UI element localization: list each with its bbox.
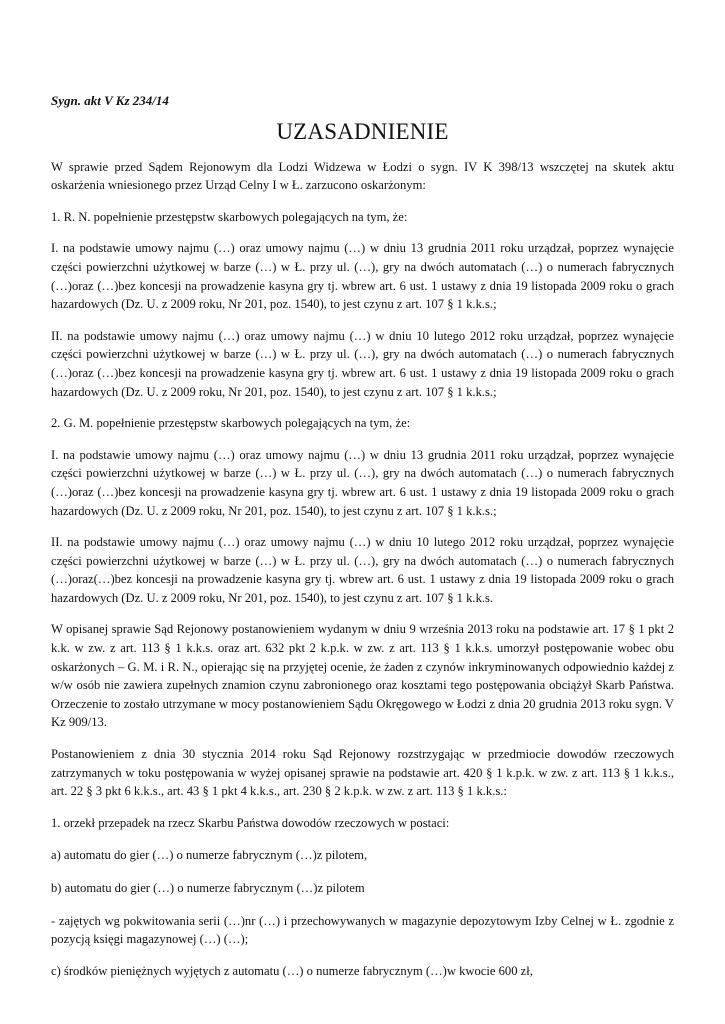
defendant-2-charge-2: II. na podstawie umowy najmu (…) oraz umowy najmu (…) w dniu 10 lutego 2012 roku urządzał, poprzez wynajęcie części powierzchni użytkowej w barze (…) w Ł. przy ul. (…), gry na dwóch automatach (…) o numerach fabrycznych (…)oraz(…)bez koncesji na prowadzenie kasyna gry tj. wbrew art. 6 ust. 1 ustawy z dnia 19 listopada 2009 roku o grach hazardowych (Dz. U. z 2009 roku, Nr 201, poz. 1540), to jest czynu z art. 107 § 1 k.k.s. xyxy=(51,535,674,605)
defendant-1-heading: 1. R. N. popełnienie przestępstw skarbowych polegających na tym, że: xyxy=(51,209,408,224)
defendant-2-charge-1: I. na podstawie umowy najmu (…) oraz umowy najmu (…) w dniu 13 grudnia 2011 roku urządzał, poprzez wynajęcie części powierzchni użytkowej w barze (…) w Ł. przy ul. (…), gry na dwóch automatach (…) o numerach fabrycznych (…)oraz (…)bez koncesji na prowadzenie kasyna gry tj. wbrew art. 6 ust. 1 ustawy z dnia 19 listopada 2009 roku o grach hazardowych (Dz. U. z 2009 roku, Nr 201, poz. 1540), to jest czynu z art. 107 § 1 k.k.s.; xyxy=(51,447,674,518)
forfeiture-item-a: a) automatu do gier (…) o numerze fabrycznym (…)z pilotem, xyxy=(51,848,368,863)
defendant-1-charge-2: II. na podstawie umowy najmu (…) oraz umowy najmu (…) w dniu 10 lutego 2012 roku urządzał, poprzez wynajęcie części powierzchni użytkowej w barze (…) w Ł. przy ul. (…), gry na dwóch automatach (…) o numerach fabrycznych (…)oraz (…)bez koncesji na prowadzenie kasyna gry tj. wbrew art. 6 ust. 1 ustawy z dnia 19 listopada 2009 roku o grach hazardowych (Dz. U. z 2009 roku, Nr 201, poz. 1540), to jest czynu z art. 107 § 1 k.k.s.; xyxy=(51,328,674,399)
forfeiture-item-heading: 1. orzekł przepadek na rzecz Skarbu Państwa dowodów rzeczowych w postaci: xyxy=(51,815,450,830)
defendant-1-charge-1: I. na podstawie umowy najmu (…) oraz umowy najmu (…) w dniu 13 grudnia 2011 roku urządzał, poprzez wynajęcie części powierzchni użytkowej w barze (…) w Ł. przy ul. (…), gry na dwóch automatach (…) o numerach fabrycznych (…)oraz (…)bez koncesji na prowadzenie kasyna gry tj. wbrew art. 6 ust. 1 ustawy z dnia 19 listopada 2009 roku o grach hazardowych (Dz. U. z 2009 roku, Nr 201, poz. 1540), to jest czynu z art. 107 § 1 k.k.s.; xyxy=(51,241,674,312)
forfeiture-item-b: b) automatu do gier (…) o numerze fabrycznym (…)z pilotem xyxy=(51,881,365,895)
court-decision-paragraph: W opisanej sprawie Sąd Rejonowy postanowieniem wydanym w dniu 9 września 2013 roku na podstawie art. 17 § 1 pkt 2 k.k. w zw. z art. 113 § 1 k.k.s. oraz art. 632 pkt 2 k.p.k. w zw. z art. 113 § 1 k.k.s. umorzył postępowanie wobec obu oskarżonych – G. M. i R. N., opierając się na przyjętej ocenie, że żaden z czynów inkryminowanych odpowiednio każdej z w/w osób nie zawiera zupełnych znamion czynu zabronionego oraz kosztami tego postępowania obciążył Skarb Państwa. Orzeczenie to zostało utrzymane w mocy postanowieniem Sądu Okręgowego w Łodzi z dnia 20 grudnia 2013 roku sygn. V Kz 909/13. xyxy=(51,622,674,730)
document-page xyxy=(51,92,674,993)
document-title: UZASADNIENIE xyxy=(276,118,449,144)
forfeiture-item-c: c) środków pieniężnych wyjętych z automatu (…) o numerze fabrycznym (…)w kwocie 600 zł, xyxy=(51,963,533,978)
evidence-decision-paragraph: Postanowieniem z dnia 30 stycznia 2014 roku Sąd Rejonowy rozstrzygając w przedmiocie dowodów rzeczowych zatrzymanych w toku postępowania w wyżej opisanej sprawie na podstawie art. 420 § 1 k.p.k. w zw. z art. 113 § 1 k.k.s., art. 22 § 3 pkt 6 k.k.s., art. 43 § 1 pkt 4 k.k.s., art. 230 § 2 k.p.k. w zw. z art. 113 § 1 k.k.s.: xyxy=(51,747,674,799)
intro-paragraph: W sprawie przed Sądem Rejonowym dla Lodzi Widzewa w Łodzi o sygn. IV K 398/13 wszczętej na skutek aktu oskarżenia wniesionego przez Urząd Celny I w Ł. zarzucono oskarżonym: xyxy=(51,159,674,193)
case-reference: Sygn. akt V Kz 234/14 xyxy=(51,93,169,108)
forfeiture-storage-note: - zajętych wg pokwitowania serii (…)nr (…) i przechowywanych w magazynie depozytowym Izby Celnej w Ł. zgodnie z pozycją księgi magazynowej (…) (…); xyxy=(51,913,674,947)
defendant-2-heading: 2. G. M. popełnienie przestępstw skarbowych polegających na tym, że: xyxy=(51,416,411,431)
